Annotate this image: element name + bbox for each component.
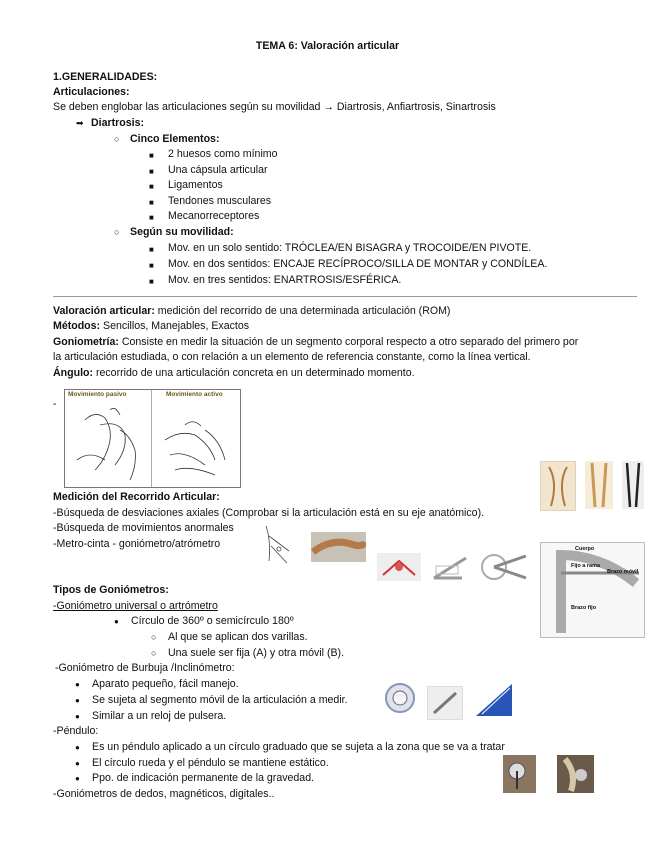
burbuja-heading: -Goniómetro de Burbuja /Inclinómetro:	[55, 662, 235, 674]
square-bullet-icon: ■	[149, 198, 154, 207]
square-bullet-icon: ■	[149, 167, 154, 176]
universal-item: Círculo de 360º o semicírculo 180º	[131, 615, 294, 627]
diagram-label-top: Cuerpo	[575, 546, 595, 552]
pendulo-item: Ppo. de indicación permanente de la gravedad.	[92, 772, 315, 784]
dot-bullet-icon: ●	[75, 774, 80, 783]
square-bullet-icon: ■	[149, 245, 154, 254]
burbuja-item: Similar a un reloj de pulsera.	[92, 710, 227, 722]
medicion-item: -Búsqueda de desviaciones axiales (Comprobar si la articulación está en su eje anatómico).	[53, 507, 485, 519]
list-item: Ligamentos	[168, 179, 223, 191]
goniometria-text: Consiste en medir la situación de un segmento corporal respecto a otro separado del primero por	[118, 336, 579, 348]
body-alignment-photo	[540, 461, 576, 511]
movilidad-title: Según su movilidad:	[130, 226, 234, 238]
metodos-line	[53, 320, 249, 333]
circle-bullet-icon: ○	[114, 134, 120, 144]
metodos-label: Métodos:	[53, 320, 101, 332]
goniometria-text-cont: la articulación estudiada, o con relación a un elemento de referencia constante, como la línea vertical.	[53, 351, 531, 363]
goniometer-photo-1	[377, 553, 421, 581]
medicion-item: -Búsqueda de movimientos anormales	[53, 522, 234, 534]
diagram-label-movil: Brazo móvil	[607, 569, 639, 575]
list-item: Mov. en tres sentidos: ENARTROSIS/ESFÉRICA.	[168, 274, 402, 286]
universal-heading: -Goniómetro universal o artrómetro	[53, 600, 218, 612]
otros-text: -Goniómetros de dedos, magnéticos, digitales..	[53, 788, 275, 800]
figure-label-active: Movimiento activo	[166, 391, 223, 398]
universal-subitem: Una suele ser fija (A) y otra móvil (B).	[168, 647, 345, 659]
square-bullet-icon: ■	[149, 277, 154, 286]
dot-bullet-icon: ●	[75, 759, 80, 768]
angulo-text: recorrido de una articulación concreta en un determinado momento.	[93, 367, 415, 379]
circle-bullet-icon: ○	[114, 227, 120, 237]
goniometria-label: Goniometría:	[53, 336, 119, 348]
list-item: Mecanorreceptores	[168, 210, 260, 222]
valoracion-label: Valoración articular:	[53, 305, 155, 317]
angulo-label: Ángulo:	[53, 367, 94, 379]
medicion-heading: Medición del Recorrido Articular:	[53, 491, 220, 503]
valoracion-text: medición del recorrido de una determinada articulación (ROM)	[154, 305, 451, 317]
burbuja-item: Aparato pequeño, fácil manejo.	[92, 678, 239, 690]
diagram-label-brazo: Brazo fijo	[571, 605, 597, 611]
subheading-articulaciones: Articulaciones:	[53, 86, 130, 98]
angulo-line	[53, 367, 415, 380]
inclinometer-photo-3	[472, 680, 516, 720]
dot-bullet-icon: ●	[75, 743, 80, 752]
inclinometer-photo-2	[427, 686, 463, 720]
list-item: Una cápsula articular	[168, 164, 268, 176]
medicion-item: -Metro-cinta - goniómetro/atrómetro	[53, 538, 221, 550]
goniometer-diagram	[540, 542, 645, 638]
movement-sketch	[65, 390, 240, 487]
square-bullet-icon: ■	[149, 261, 154, 270]
measurement-sketch	[261, 521, 293, 569]
arrow-bullet-icon: ➡	[76, 118, 84, 128]
tipos-heading: Tipos de Goniómetros:	[53, 584, 169, 596]
square-bullet-icon: ■	[149, 151, 154, 160]
legs-photo	[585, 461, 613, 509]
inclinometer-photo-1	[384, 682, 416, 714]
square-bullet-icon: ■	[149, 182, 154, 191]
cinco-elementos-title: Cinco Elementos:	[130, 133, 220, 145]
square-bullet-icon: ■	[149, 213, 154, 222]
dash: -	[53, 398, 57, 410]
dot-bullet-icon: ●	[114, 617, 119, 626]
pendulum-photo-2	[557, 755, 594, 793]
dot-bullet-icon: ●	[75, 680, 80, 689]
pendulo-item: El círculo rueda y el péndulo se mantiene estático.	[92, 757, 329, 769]
list-item: 2 huesos como mínimo	[168, 148, 278, 160]
legs-xray-photo	[622, 461, 644, 509]
pendulo-heading: -Péndulo:	[53, 725, 99, 737]
page-title: TEMA 6: Valoración articular	[255, 40, 400, 52]
circle-bullet-icon: ○	[151, 648, 157, 658]
list-item: Mov. en un solo sentido: TRÓCLEA/EN BISAGRA y TROCOIDE/EN PIVOTE.	[168, 242, 532, 254]
diagram-label-fijo: Fijo a rama	[571, 563, 601, 569]
divider	[53, 296, 637, 297]
section-heading: 1.GENERALIDADES:	[53, 71, 158, 83]
list-item: Tendones musculares	[168, 195, 272, 207]
valoracion-line	[53, 305, 450, 318]
goniometer-photo-3	[476, 550, 528, 584]
burbuja-item: Se sujeta al segmento móvil de la articulación a medir.	[92, 694, 348, 706]
universal-subitem: Al que se aplican dos varillas.	[168, 631, 308, 643]
dot-bullet-icon: ●	[75, 712, 80, 721]
dot-bullet-icon: ●	[75, 696, 80, 705]
list-item: Mov. en dos sentidos: ENCAJE RECÍPROCO/SILLA DE MONTAR y CONDÍLEA.	[168, 258, 548, 270]
intro-text: Se deben englobar las articulaciones según su movilidad → Diartrosis, Anfiartrosis, Sinartrosis	[53, 101, 496, 113]
tape-measure-photo	[311, 532, 366, 562]
pendulum-photo-1	[503, 755, 536, 793]
pendulo-item: Es un péndulo aplicado a un círculo graduado que se sujeta a la zona que se va a tratar	[92, 741, 505, 753]
figure-label-passive: Movimiento pasivo	[68, 391, 127, 398]
movement-figure	[64, 389, 241, 488]
goniometria-line	[53, 336, 578, 349]
metodos-text: Sencillos, Manejables, Exactos	[100, 320, 250, 332]
circle-bullet-icon: ○	[151, 632, 157, 642]
diartrosis-label: Diartrosis:	[91, 117, 144, 129]
goniometer-photo-2	[432, 552, 468, 582]
